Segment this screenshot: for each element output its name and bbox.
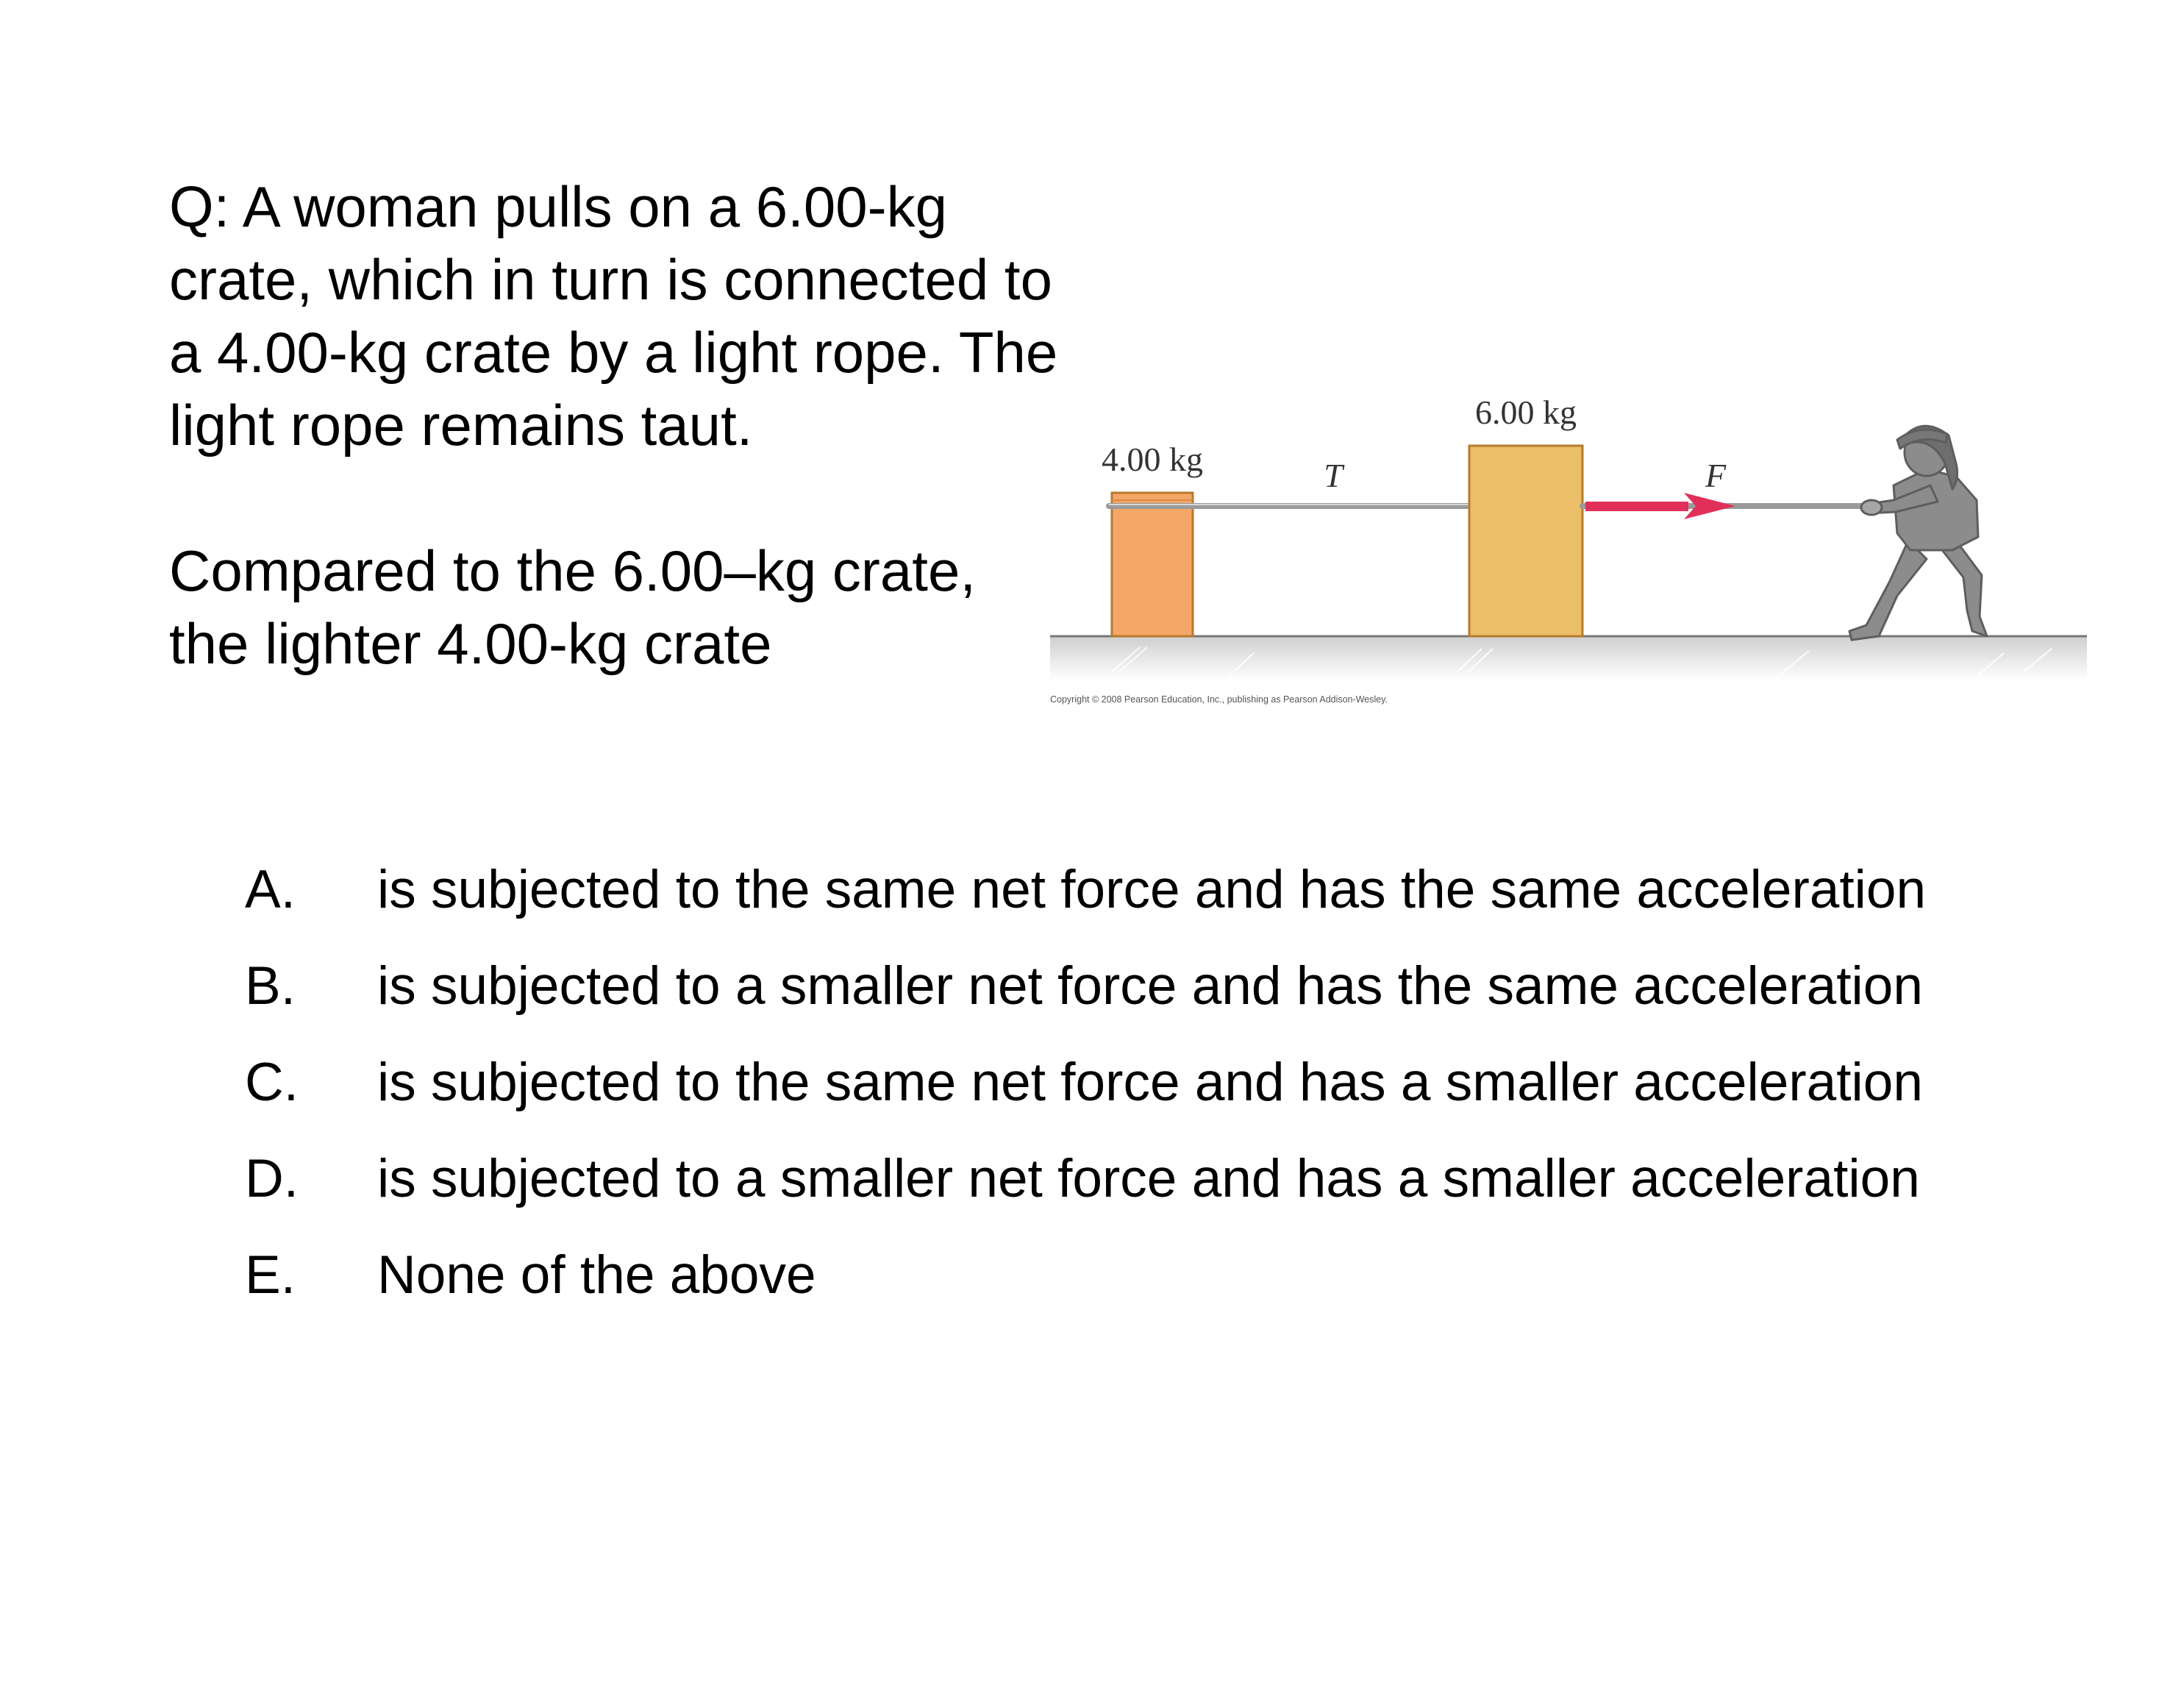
- question-line: crate, which in turn is connected to: [169, 247, 1052, 312]
- ground: [1050, 636, 2087, 680]
- choice-letter: A.: [245, 860, 296, 919]
- choice-text: is subjected to a smaller net force and has the same acceleration: [377, 956, 1923, 1016]
- answer-choices: [245, 859, 2127, 1341]
- large-crate-label: 6.00 kg: [1475, 393, 1577, 431]
- large-crate: [1469, 446, 1582, 636]
- choice-letter: C.: [245, 1053, 299, 1112]
- paragraph-gap: [169, 462, 1147, 535]
- force-arrow: [1585, 493, 1735, 519]
- question-line: a 4.00-kg crate by a light rope. The: [169, 320, 1058, 385]
- question-text: [169, 171, 1147, 680]
- choice-text: None of the above: [377, 1245, 816, 1305]
- choice-text: is subjected to a smaller net force and has a smaller acceleration: [377, 1149, 1920, 1208]
- choice-letter: B.: [245, 956, 296, 1016]
- copyright-notice: Copyright © 2008 Pearson Education, Inc., publishing as Pearson Addison-Wesley.: [1050, 694, 1388, 705]
- question-line: light rope remains taut.: [169, 393, 753, 457]
- choice-a[interactable]: [245, 859, 2127, 955]
- prompt-line: Compared to the 6.00–kg crate,: [169, 538, 976, 603]
- woman-figure: [1849, 426, 1987, 640]
- tension-label: T: [1324, 457, 1343, 494]
- prompt-line: the lighter 4.00-kg crate: [169, 611, 772, 676]
- crates-figure: [1044, 382, 2088, 713]
- choice-letter: E.: [245, 1245, 296, 1305]
- choice-d[interactable]: [245, 1148, 2127, 1244]
- force-label: F: [1705, 457, 1727, 494]
- choice-letter: D.: [245, 1149, 299, 1208]
- choice-e[interactable]: [245, 1244, 2127, 1341]
- small-crate-label: 4.00 kg: [1102, 441, 1203, 478]
- choice-text: is subjected to the same net force and has the same acceleration: [377, 860, 1927, 919]
- question-line: Q: A woman pulls on a 6.00-kg: [169, 174, 947, 239]
- small-crate: [1112, 493, 1193, 636]
- choice-b[interactable]: [245, 955, 2127, 1052]
- choice-c[interactable]: [245, 1052, 2127, 1148]
- choice-text: is subjected to the same net force and has a smaller acceleration: [377, 1053, 1923, 1112]
- crates-diagram: [1044, 382, 2088, 713]
